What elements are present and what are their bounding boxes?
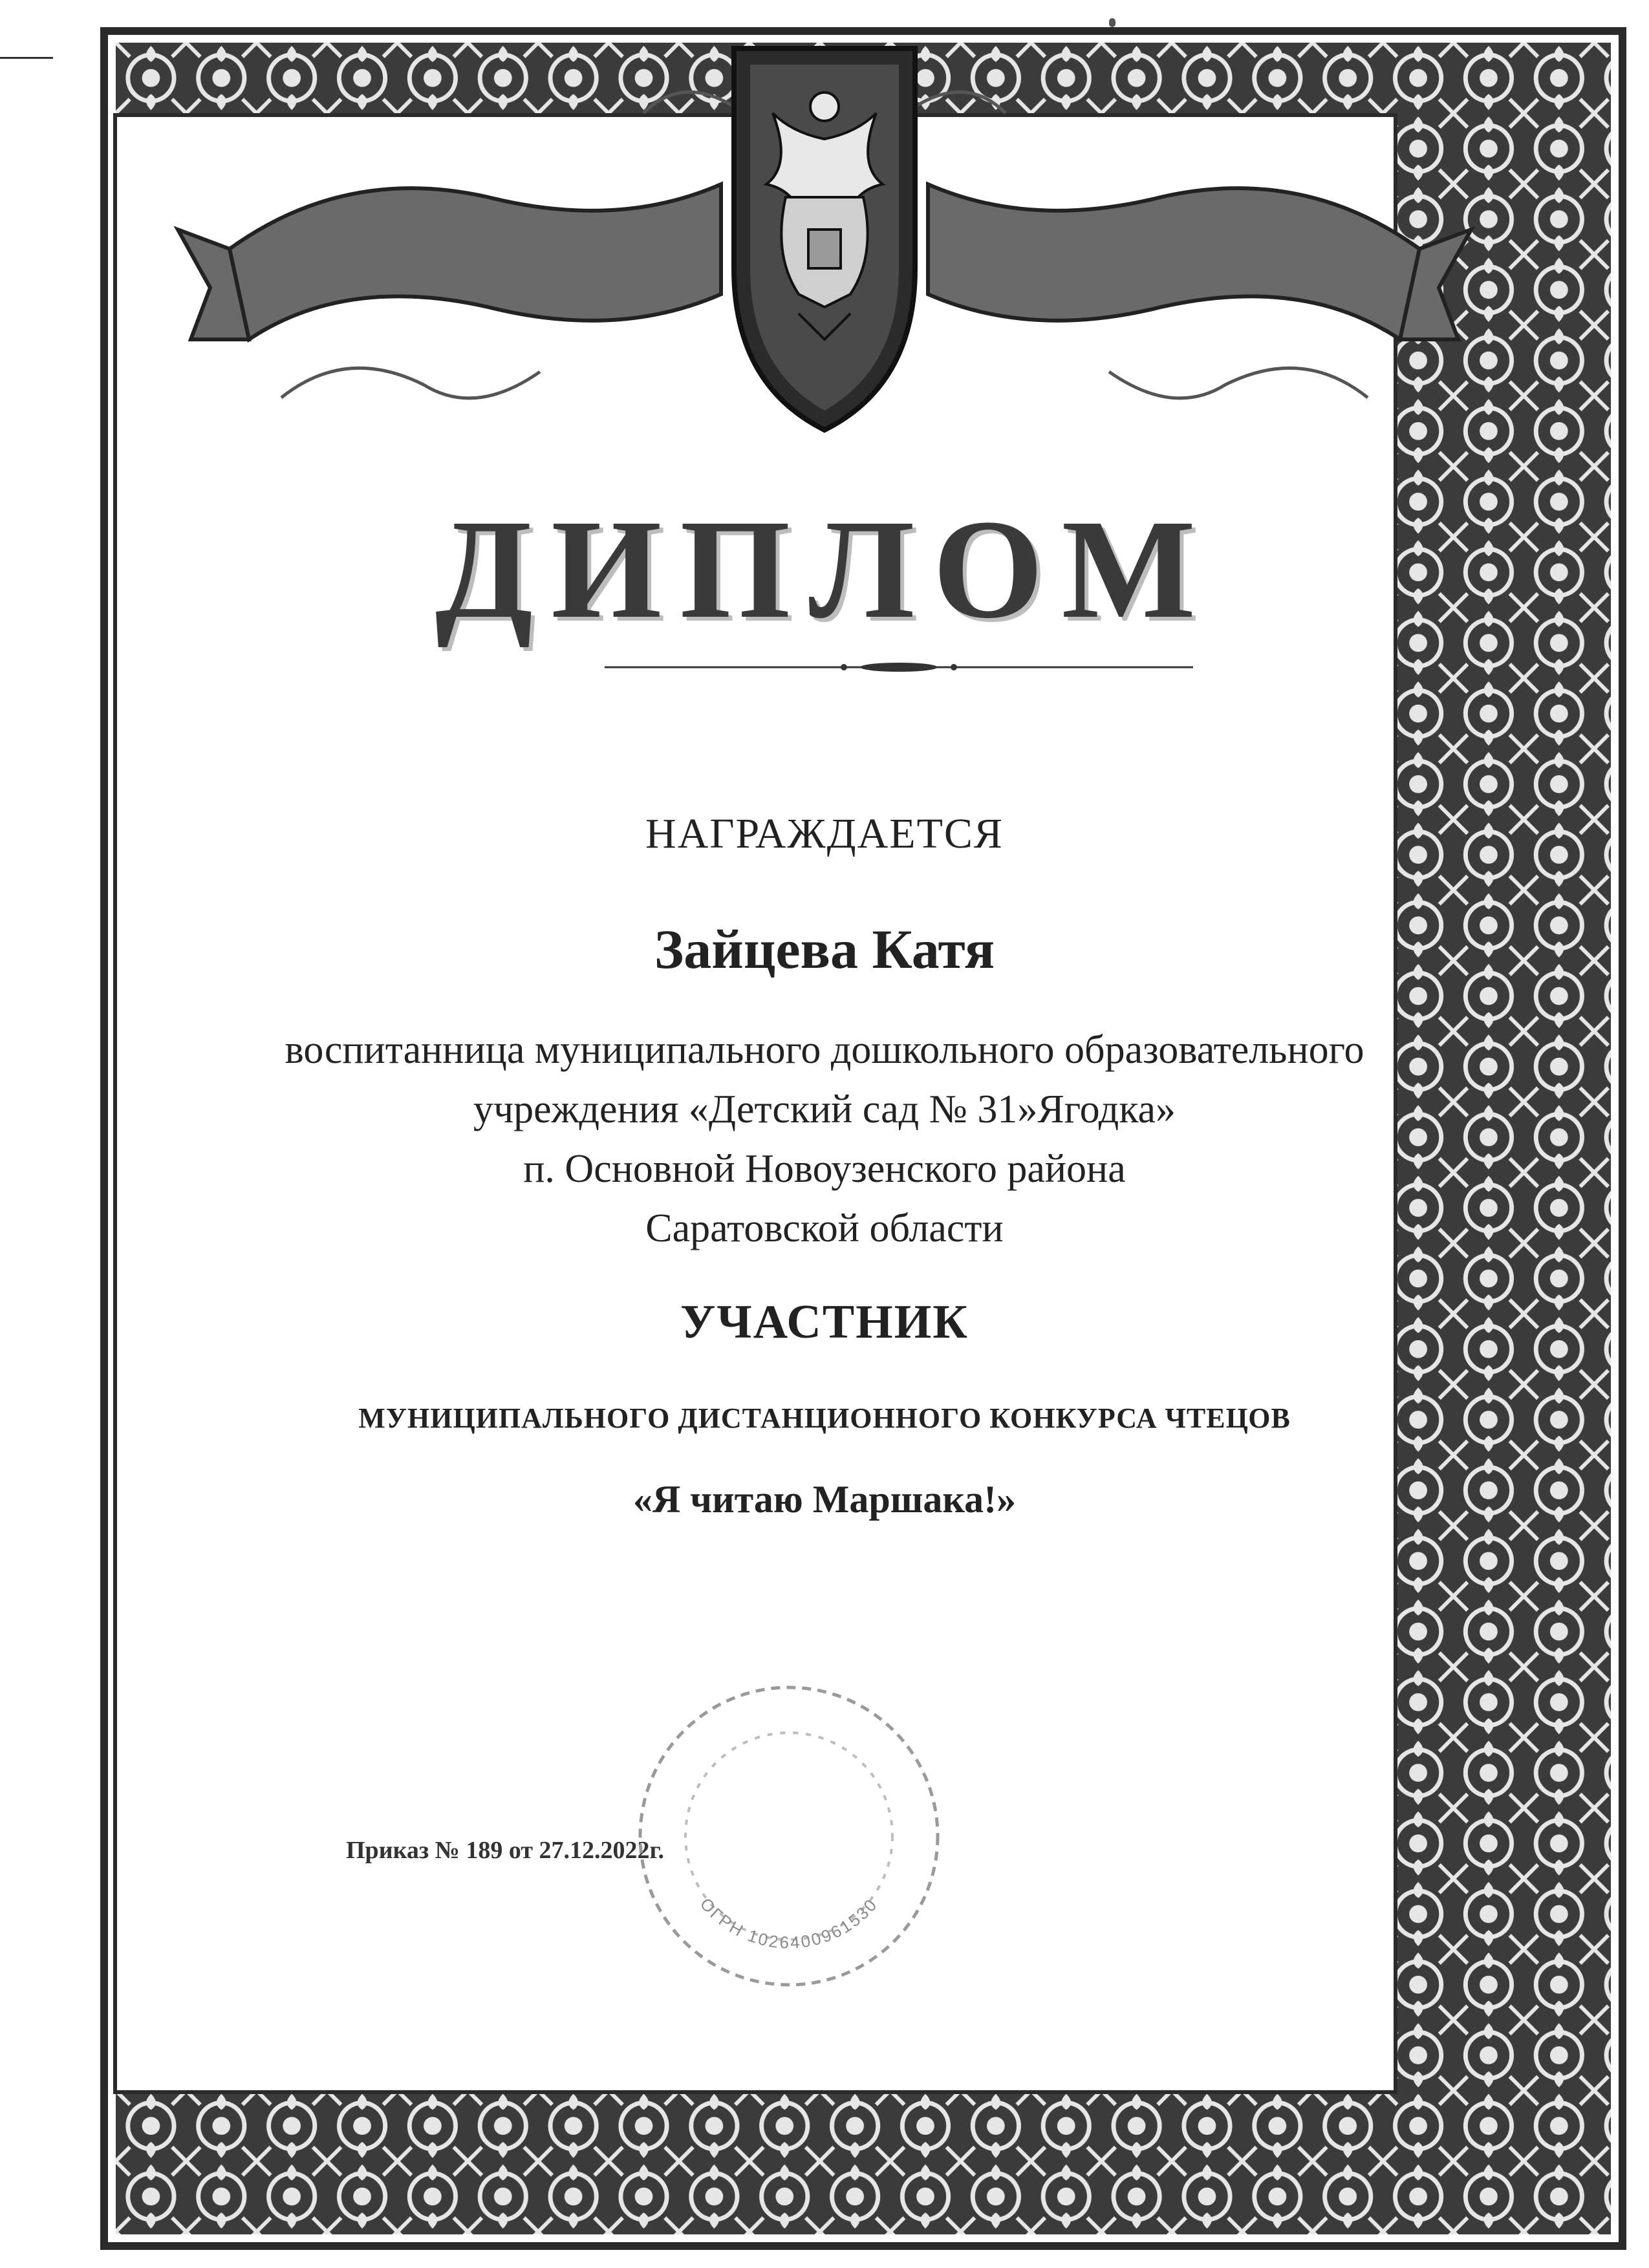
award-status: УЧАСТНИК bbox=[680, 1296, 969, 1349]
recipient-name: Зайцева Катя bbox=[654, 918, 995, 980]
emblem-header bbox=[152, 36, 1497, 449]
seal-stamp bbox=[621, 1668, 957, 2004]
contest-name: «Я читаю Маршака!» bbox=[632, 1478, 1017, 1521]
description-line: Саратовской области bbox=[645, 1206, 1004, 1250]
contest-title: МУНИЦИПАЛЬНОГО ДИСТАНЦИОННОГО КОНКУРСА ЧТЕЦОВ bbox=[358, 1402, 1291, 1434]
order-reference: Приказ № 189 от 27.12.2022г. bbox=[346, 1837, 664, 1864]
description-line: п. Основной Новоузенского района bbox=[523, 1147, 1126, 1191]
description-line: учреждения «Детский сад № 31»Ягодка» bbox=[473, 1087, 1176, 1131]
svg-text:ОГРН 1026400961530 bbox=[696, 1894, 882, 1952]
recipient-description bbox=[0, 1020, 1649, 1258]
stamp-text: ОГРН 1026400961530 bbox=[696, 1894, 882, 1952]
scan-edge-mark bbox=[0, 57, 53, 59]
awarded-label: НАГРАЖДАЕТСЯ bbox=[645, 810, 1004, 857]
page-title: ДИПЛОМ bbox=[435, 490, 1214, 648]
title-divider bbox=[605, 659, 1193, 675]
description-line: воспитанница муниципального дошкольного образовательного bbox=[285, 1028, 1364, 1072]
scan-speck bbox=[1109, 18, 1116, 27]
